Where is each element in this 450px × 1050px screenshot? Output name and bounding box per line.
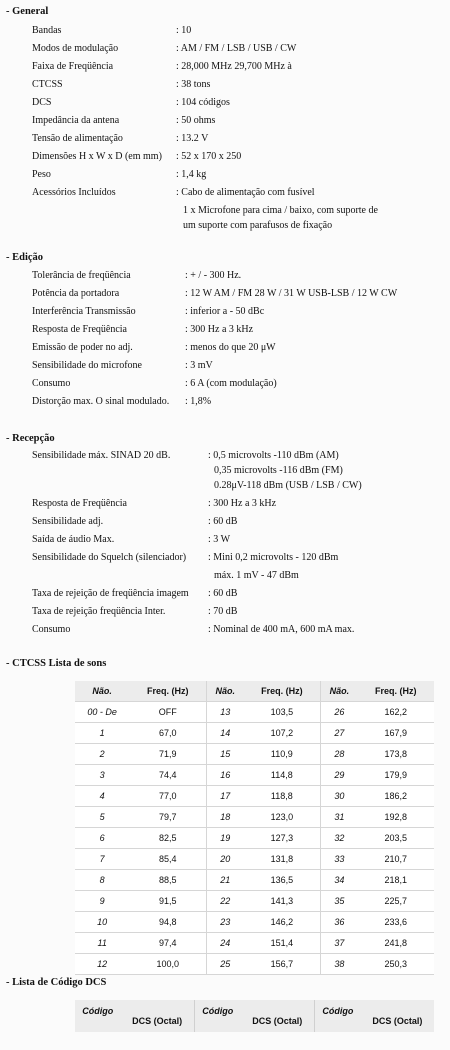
spec-label: Potência da portadora <box>32 288 120 299</box>
tone-frequency: 233,6 <box>358 912 434 933</box>
col-header-freq: Freq. (Hz) <box>358 681 434 702</box>
spec-value: : + / - 300 Hz. <box>185 270 242 281</box>
table-row <box>75 744 434 765</box>
tone-number: 26 <box>321 702 358 723</box>
tone-frequency: 156,7 <box>243 954 320 975</box>
sinad-line-3: 0.28μV-118 dBm (USB / LSB / CW) <box>214 480 362 491</box>
spec-value: : 13.2 V <box>176 133 209 144</box>
tone-number: 27 <box>321 723 358 744</box>
dcs-header-row <box>75 1000 434 1032</box>
spec-value: : 3 W <box>208 534 231 545</box>
tone-frequency: 141,3 <box>243 891 320 912</box>
spec-label: Taxa de rejeição freqüência Inter. <box>32 606 166 617</box>
tone-number: 30 <box>321 786 358 807</box>
spec-label: Acessórios Incluídos <box>32 187 116 198</box>
spec-label: Consumo <box>32 378 71 389</box>
ctcss-section-title: - CTCSS Lista de sons <box>6 658 107 669</box>
spec-label: Dimensões H x W x D (em mm) <box>32 151 162 162</box>
tone-number: 38 <box>321 954 358 975</box>
tone-number: 29 <box>321 765 358 786</box>
table-row <box>75 828 434 849</box>
col-header-no: Não. <box>321 681 358 702</box>
tone-frequency: 123,0 <box>243 807 320 828</box>
col-header-freq: Freq. (Hz) <box>129 681 206 702</box>
spec-value: : 60 dB <box>208 516 238 527</box>
spec-label: Faixa de Freqüência <box>32 61 114 72</box>
spec-value: : 1,8% <box>185 396 212 407</box>
tone-number: 37 <box>321 933 358 954</box>
tone-number: 14 <box>207 723 244 744</box>
spec-value: : Nominal de 400 mA, 600 mA max. <box>208 624 355 635</box>
spec-value: : menos do que 20 μW <box>185 342 276 353</box>
tone-number: 22 <box>207 891 244 912</box>
tone-frequency: 118,8 <box>243 786 320 807</box>
table-row <box>75 723 434 744</box>
spec-label: Saída de áudio Max. <box>32 534 115 545</box>
squelch-line-2: máx. 1 mV - 47 dBm <box>214 570 299 581</box>
tone-number: 35 <box>321 891 358 912</box>
tone-frequency: 146,2 <box>243 912 320 933</box>
tone-frequency: 173,8 <box>358 744 434 765</box>
spec-label: Consumo <box>32 624 71 635</box>
tone-number: 5 <box>75 807 129 828</box>
tone-frequency: 97,4 <box>129 933 206 954</box>
table-row <box>75 702 434 723</box>
ctcss-header-row <box>75 681 434 702</box>
tone-frequency: OFF <box>129 702 206 723</box>
spec-label: Bandas <box>32 25 62 36</box>
spec-value: : 1,4 kg <box>176 169 207 180</box>
tone-number: 16 <box>207 765 244 786</box>
tone-number: 13 <box>207 702 244 723</box>
spec-value: : 6 A (com modulação) <box>185 378 277 389</box>
spec-label: Interferência Transmissão <box>32 306 136 317</box>
spec-label: Resposta de Freqüência <box>32 324 127 335</box>
spec-label: Peso <box>32 169 51 180</box>
tone-number: 36 <box>321 912 358 933</box>
table-row <box>75 849 434 870</box>
tone-number: 20 <box>207 849 244 870</box>
spec-value: : 50 ohms <box>176 115 216 126</box>
spec-value: : 3 mV <box>185 360 213 371</box>
tone-number: 15 <box>207 744 244 765</box>
table-row <box>75 954 434 975</box>
tone-number: 28 <box>321 744 358 765</box>
accessories-line-2: 1 x Microfone para cima / baixo, com suporte de <box>183 205 378 216</box>
edicao-section-title: - Edição <box>6 252 44 263</box>
tone-frequency: 88,5 <box>129 870 206 891</box>
col-header-no: Não. <box>75 681 129 702</box>
col-header-code: Código <box>322 1006 354 1016</box>
tone-frequency: 94,8 <box>129 912 206 933</box>
tone-frequency: 107,2 <box>243 723 320 744</box>
tone-number: 21 <box>207 870 244 891</box>
tone-number: 23 <box>207 912 244 933</box>
spec-label: Emissão de poder no adj. <box>32 342 133 353</box>
tone-number: 24 <box>207 933 244 954</box>
col-header-octal: DCS (Octal) <box>241 1000 315 1032</box>
accessories-line-3: um suporte com parafusos de fixação <box>183 220 333 231</box>
tone-frequency: 100,0 <box>129 954 206 975</box>
tone-number: 32 <box>321 828 358 849</box>
dcs-code-table <box>75 1000 434 1032</box>
spec-value: : AM / FM / LSB / USB / CW <box>176 43 297 54</box>
table-row <box>75 765 434 786</box>
spec-label: Impedância da antena <box>32 115 120 126</box>
dcs-section-title: - Lista de Código DCS <box>6 977 107 988</box>
table-row <box>75 891 434 912</box>
spec-label: Tensão de alimentação <box>32 133 123 144</box>
tone-frequency: 77,0 <box>129 786 206 807</box>
tone-number: 10 <box>75 912 129 933</box>
col-header-code: Código <box>82 1006 114 1016</box>
tone-frequency: 167,9 <box>358 723 434 744</box>
spec-label: Sensibilidade do microfone <box>32 360 142 371</box>
table-row <box>75 807 434 828</box>
spec-value: : 38 tons <box>176 79 211 90</box>
tone-number: 11 <box>75 933 129 954</box>
tone-frequency: 127,3 <box>243 828 320 849</box>
tone-frequency: 85,4 <box>129 849 206 870</box>
tone-frequency: 203,5 <box>358 828 434 849</box>
tone-number: 12 <box>75 954 129 975</box>
spec-label: Modos de modulação <box>32 43 119 54</box>
tone-frequency: 179,9 <box>358 765 434 786</box>
tone-frequency: 74,4 <box>129 765 206 786</box>
spec-label: DCS <box>32 97 52 108</box>
tone-frequency: 192,8 <box>358 807 434 828</box>
tone-frequency: 162,2 <box>358 702 434 723</box>
tone-number: 7 <box>75 849 129 870</box>
recepcao-section-title: - Recepção <box>6 433 55 444</box>
spec-value: : 104 códigos <box>176 97 230 108</box>
spec-label: Resposta de Freqüência <box>32 498 127 509</box>
tone-frequency: 114,8 <box>243 765 320 786</box>
table-row <box>75 933 434 954</box>
col-header-code: Código <box>202 1006 234 1016</box>
tone-frequency: 67,0 <box>129 723 206 744</box>
tone-number: 8 <box>75 870 129 891</box>
spec-value: : Cabo de alimentação com fusível <box>176 187 315 198</box>
tone-number: 31 <box>321 807 358 828</box>
tone-number: 17 <box>207 786 244 807</box>
spec-value: : 52 x 170 x 250 <box>176 151 242 162</box>
ctcss-tone-table <box>75 681 434 975</box>
tone-number: 6 <box>75 828 129 849</box>
spec-label: Taxa de rejeição de freqüência imagem <box>32 588 189 599</box>
tone-number: 00 - De <box>75 702 129 723</box>
spec-label: Distorção max. O sinal modulado. <box>32 396 170 407</box>
tone-number: 3 <box>75 765 129 786</box>
col-header-no: Não. <box>207 681 244 702</box>
tone-frequency: 136,5 <box>243 870 320 891</box>
tone-frequency: 103,5 <box>243 702 320 723</box>
spec-value: : 0,5 microvolts -110 dBm (AM) <box>208 450 339 461</box>
spec-value: : 70 dB <box>208 606 238 617</box>
tone-frequency: 110,9 <box>243 744 320 765</box>
spec-label: Tolerância de freqüência <box>32 270 131 281</box>
tone-frequency: 91,5 <box>129 891 206 912</box>
spec-label: CTCSS <box>32 79 63 90</box>
spec-value: : 60 dB <box>208 588 238 599</box>
tone-number: 2 <box>75 744 129 765</box>
tone-number: 33 <box>321 849 358 870</box>
tone-frequency: 71,9 <box>129 744 206 765</box>
spec-value: : 12 W AM / FM 28 W / 31 W USB-LSB / 12 W CW <box>185 288 398 299</box>
tone-frequency: 250,3 <box>358 954 434 975</box>
tone-number: 9 <box>75 891 129 912</box>
col-header-octal: DCS (Octal) <box>120 1000 194 1032</box>
tone-frequency: 225,7 <box>358 891 434 912</box>
spec-value: : Mini 0,2 microvolts - 120 dBm <box>208 552 339 563</box>
tone-frequency: 210,7 <box>358 849 434 870</box>
spec-value: : 10 <box>176 25 192 36</box>
tone-frequency: 131,8 <box>243 849 320 870</box>
spec-label: Sensibilidade adj. <box>32 516 104 527</box>
tone-number: 34 <box>321 870 358 891</box>
tone-frequency: 241,8 <box>358 933 434 954</box>
tone-number: 25 <box>207 954 244 975</box>
col-header-octal: DCS (Octal) <box>372 1016 423 1026</box>
general-section-title: - General <box>6 6 49 17</box>
spec-value: : 28,000 MHz 29,700 MHz à <box>176 61 292 72</box>
tone-frequency: 218,1 <box>358 870 434 891</box>
tone-number: 19 <box>207 828 244 849</box>
sinad-line-2: 0,35 microvolts -116 dBm (FM) <box>214 465 343 476</box>
table-row <box>75 870 434 891</box>
table-row <box>75 912 434 933</box>
tone-number: 18 <box>207 807 244 828</box>
spec-label: Sensibilidade do Squelch (silenciador) <box>32 552 187 563</box>
tone-number: 4 <box>75 786 129 807</box>
tone-frequency: 79,7 <box>129 807 206 828</box>
tone-frequency: 186,2 <box>358 786 434 807</box>
tone-number: 1 <box>75 723 129 744</box>
tone-frequency: 151,4 <box>243 933 320 954</box>
spec-value: : 300 Hz a 3 kHz <box>185 324 254 335</box>
tone-frequency: 82,5 <box>129 828 206 849</box>
spec-label: Sensibilidade máx. SINAD 20 dB. <box>32 450 171 461</box>
spec-value: : 300 Hz a 3 kHz <box>208 498 277 509</box>
col-header-freq: Freq. (Hz) <box>243 681 320 702</box>
spec-value: : inferior a - 50 dBc <box>185 306 265 317</box>
table-row <box>75 786 434 807</box>
